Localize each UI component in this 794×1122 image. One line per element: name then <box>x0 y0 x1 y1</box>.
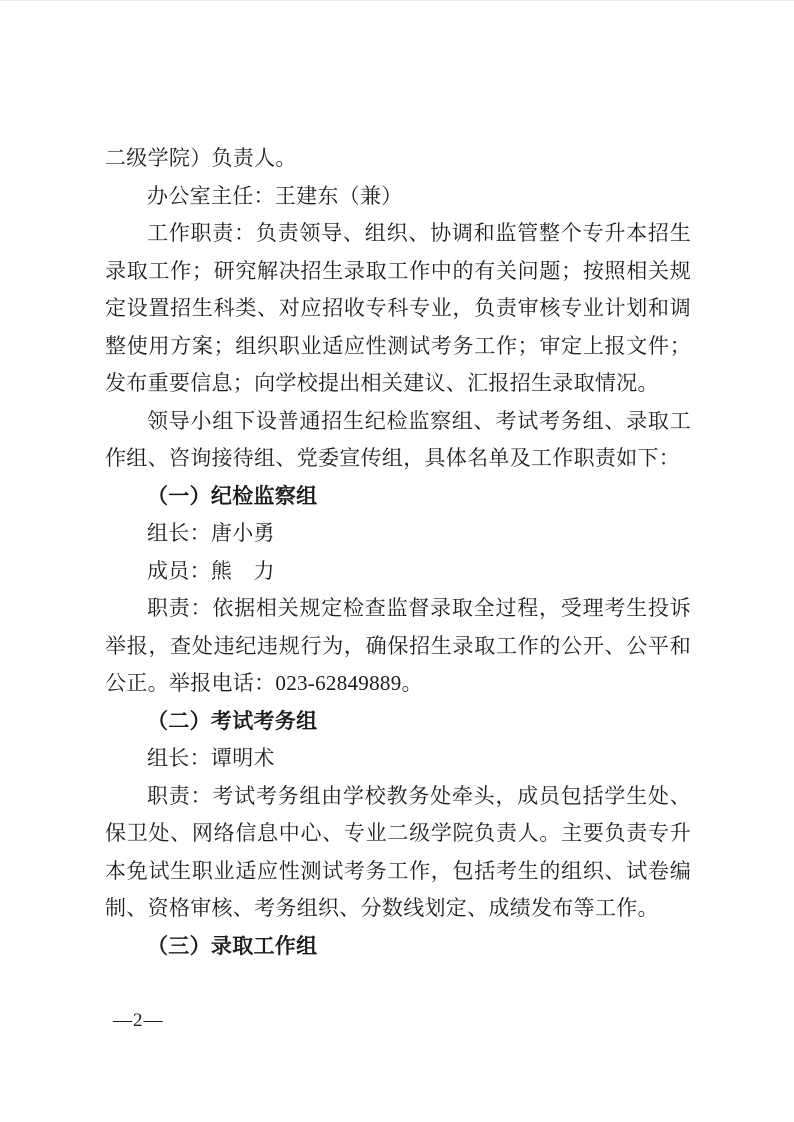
paragraph: 组长：谭明术 <box>147 746 275 770</box>
paragraph: 组长：唐小勇 <box>147 521 275 545</box>
page-number: —2— <box>113 1010 164 1031</box>
paragraph: 工作职责：负责领导、组织、协调和监管整个专升本招生录取工作；研究解决招生录取工作中的有关问题；按照相关规定设置招生科类、对应招收专科专业，负责审核专业计划和调整使用方案；组织职业适应性测试考务工作；审定上报文件；发布重要信息；向学校提出相关建议、汇报招生录取情况。 <box>105 221 691 395</box>
section-heading: （三）录取工作组 <box>147 933 318 958</box>
document-body <box>105 140 691 965</box>
paragraph: 办公室主任：王建东（兼） <box>147 183 403 208</box>
paragraph: 成员：熊 力 <box>147 558 275 583</box>
section-heading: （一）纪检监察组 <box>147 483 318 508</box>
paragraph: 职责：依据相关规定检查监督录取全过程，受理考生投诉举报，查处违纪违规行为，确保招生录取工作的公开、公平和公正。举报电话：023-62849889。 <box>105 596 691 695</box>
paragraph: 领导小组下设普通招生纪检监察组、考试考务组、录取工作组、咨询接待组、党委宣传组，具体名单及工作职责如下： <box>105 408 691 470</box>
paragraph: 职责：考试考务组由学校教务处牵头，成员包括学生处、保卫处、网络信息中心、专业二级学院负责人。主要负责专升本免试生职业适应性测试考务工作，包括考生的组织、试卷编制、资格审核、考务组织、分数线划定、成绩发布等工作。 <box>105 783 691 920</box>
section-heading: （二）考试考务组 <box>147 708 318 733</box>
paragraph: 二级学院）负责人。 <box>105 146 297 170</box>
